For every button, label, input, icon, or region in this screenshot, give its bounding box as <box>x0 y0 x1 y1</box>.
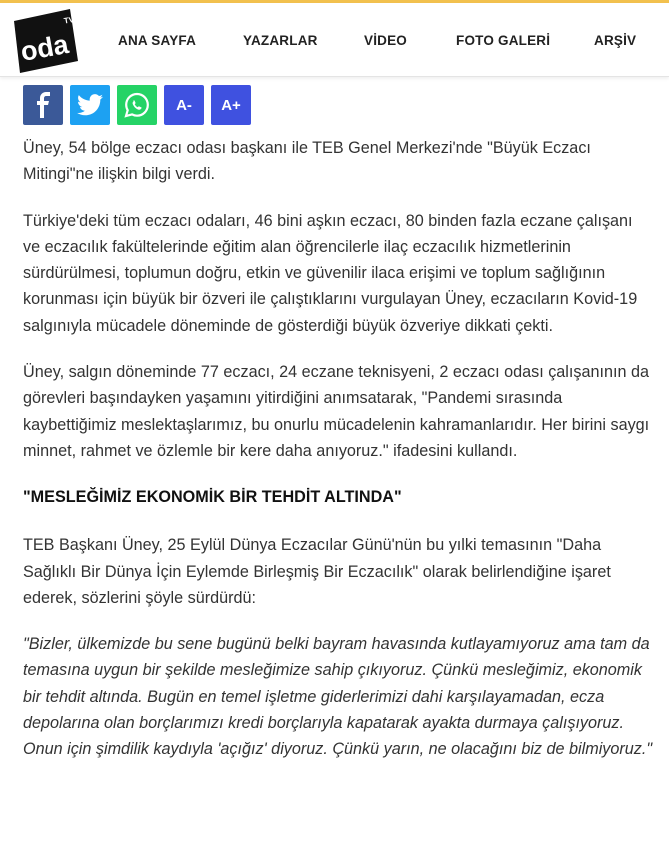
nav-archive[interactable]: ARŞİV <box>594 33 637 48</box>
share-toolbar <box>23 85 251 125</box>
article-body <box>23 135 653 783</box>
facebook-share-button[interactable] <box>23 85 63 125</box>
logo-wordmark: oda <box>18 29 71 67</box>
whatsapp-icon <box>124 92 150 118</box>
article-paragraph-2: Türkiye'deki tüm eczacı odaları, 46 bini aşkın eczacı, 80 binden fazla eczane çalışanı ve eczacılık fakültelerinde eğitim alan öğrencilerle ilaç eczacılık hizmetlerinin sürdürülmesi, toplumun doğru, etkin ve güvenilir ilaca erişimi ve toplum sağlığının korunması için büyük bir özveri ile çalıştıklarını vurgulayan Üney, eczacıların Kovid-19 salgınıyla mücadele döneminde de gösterdiği büyük özveriye dikkati çekti. <box>23 211 638 335</box>
article-paragraph-3: Üney, salgın döneminde 77 eczacı, 24 eczane teknisyeni, 2 eczacı odası çalışanının da görevleri başındayken yaşamını yitirdiğini anımsatarak, "Pandemi sırasında kaybettiğimiz meslektaşlarımız, bu onurlu mücadelenin kahramanlarıdır. Her birini saygı minnet, rahmet ve özlemle bir kere daha anıyoruz." ifadesini kullandı. <box>23 363 650 460</box>
article-paragraph-4: TEB Başkanı Üney, 25 Eylül Dünya Eczacılar Günü'nün bu yılki temasının "Daha Sağlıklı Bir Dünya İçin Eylemde Birleşmiş Bir Eczacılık" olarak belirlendiğine işaret ederek, sözlerini şöyle sürdürdü: <box>23 536 611 607</box>
twitter-icon <box>77 94 103 116</box>
article-paragraph-1: Üney, 54 bölge eczacı odası başkanı ile TEB Genel Merkezi'nde "Büyük Eczacı Mitingi"ne ilişkin bilgi verdi. <box>23 139 591 184</box>
twitter-share-button[interactable] <box>70 85 110 125</box>
facebook-icon <box>32 92 54 118</box>
nav-authors[interactable]: YAZARLAR <box>243 33 318 48</box>
nav-video[interactable]: VİDEO <box>364 33 408 48</box>
font-decrease-button[interactable]: A- <box>164 85 204 125</box>
nav-photo-gallery[interactable]: FOTO GALERİ <box>456 33 551 48</box>
logo-tv-mark: TV <box>63 14 75 26</box>
whatsapp-share-button[interactable] <box>117 85 157 125</box>
article-subheading: "MESLEĞİMİZ EKONOMİK BİR TEHDİT ALTINDA" <box>23 488 402 507</box>
font-increase-button[interactable]: A+ <box>211 85 251 125</box>
nav-home[interactable]: ANA SAYFA <box>118 33 197 48</box>
oda-tv-logo[interactable] <box>8 7 82 75</box>
site-header <box>0 3 669 77</box>
article-quote: "Bizler, ülkemizde bu sene bugünü belki bayram havasında kutlayamıyoruz ama tam da temasına uygun bir şekilde mesleğimize sahip çıkıyoruz. Çünkü mesleğimiz, ekonomik bir tehdit altında. Bugün en temel işletme giderlerimizi dahi karşılayamadan, ecza depolarına olan borçlarımızı kredi borçlarıyla kapatarak ayakta durmaya çalışıyoruz. Onun için şimdilik kaydıyla 'açığız' diyoruz. Çünkü yarın, ne olacağını biz de bilmiyoruz." <box>23 635 653 759</box>
